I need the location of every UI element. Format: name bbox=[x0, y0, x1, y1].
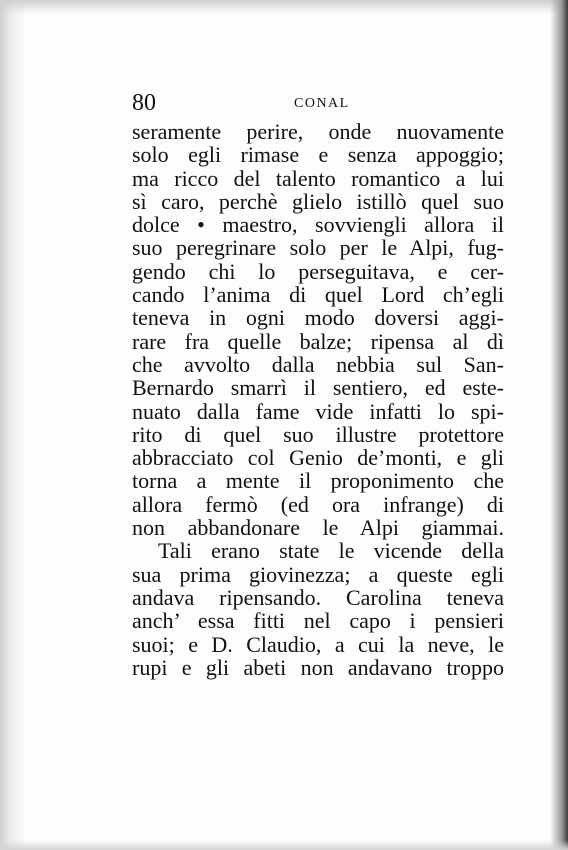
text-line: solo egli rimase e senza appoggio; bbox=[132, 142, 504, 168]
text-line: anch’ essa fitti nel capo i pensieri bbox=[132, 608, 504, 634]
text-line: rupi e gli abeti non andavano troppo bbox=[132, 654, 504, 680]
text-line: allora fermò (ed ora infrange) di bbox=[132, 491, 504, 517]
text-line: dolce • maestro, sovviengli allora il bbox=[132, 212, 504, 238]
text-line: Bernardo smarrì il sentiero, ed este- bbox=[132, 375, 504, 401]
text-line: ma ricco del talento romantico a lui bbox=[132, 165, 504, 191]
page-header bbox=[132, 88, 504, 118]
text-line: cando l’anima di quel Lord ch’egli bbox=[132, 282, 504, 308]
running-head: CONAL bbox=[294, 96, 350, 111]
text-line: nuato dalla fame vide infatti lo spi- bbox=[132, 398, 504, 424]
page-edge-right bbox=[550, 0, 568, 850]
text-line: andava ripensando. Carolina teneva bbox=[132, 584, 504, 610]
text-line: torna a mente il proponimento che bbox=[132, 468, 504, 494]
text-line: sì caro, perchè glielo istillò quel suo bbox=[132, 188, 504, 214]
body-text bbox=[132, 120, 504, 679]
text-line: sua prima giovinezza; a queste egli bbox=[132, 561, 504, 587]
page-edge-left bbox=[0, 0, 26, 850]
text-line: che avvolto dalla nebbia sul San- bbox=[132, 351, 504, 377]
text-line-paragraph-start: Tali erano state le vicende della bbox=[158, 538, 504, 564]
page-number: 80 bbox=[132, 90, 156, 116]
text-line: suoi; e D. Claudio, a cui la neve, le bbox=[132, 631, 504, 657]
text-line: rare fra quelle balze; ripensa al dì bbox=[132, 328, 504, 354]
text-line: rito di quel suo illustre protettore bbox=[132, 421, 504, 447]
text-line: teneva in ogni modo doversi aggi- bbox=[132, 305, 504, 331]
text-line: non abbandonare le Alpi giammai. bbox=[132, 515, 504, 541]
page-edge-bottom bbox=[0, 840, 568, 850]
text-line: abbracciato col Genio de’monti, e gli bbox=[132, 445, 504, 471]
text-line: seramente perire, onde nuovamente bbox=[132, 119, 504, 144]
text-line: suo peregrinare solo per le Alpi, fug- bbox=[132, 235, 504, 261]
text-line: gendo chi lo perseguitava, e cer- bbox=[132, 258, 504, 284]
page-edge-top bbox=[0, 0, 568, 14]
